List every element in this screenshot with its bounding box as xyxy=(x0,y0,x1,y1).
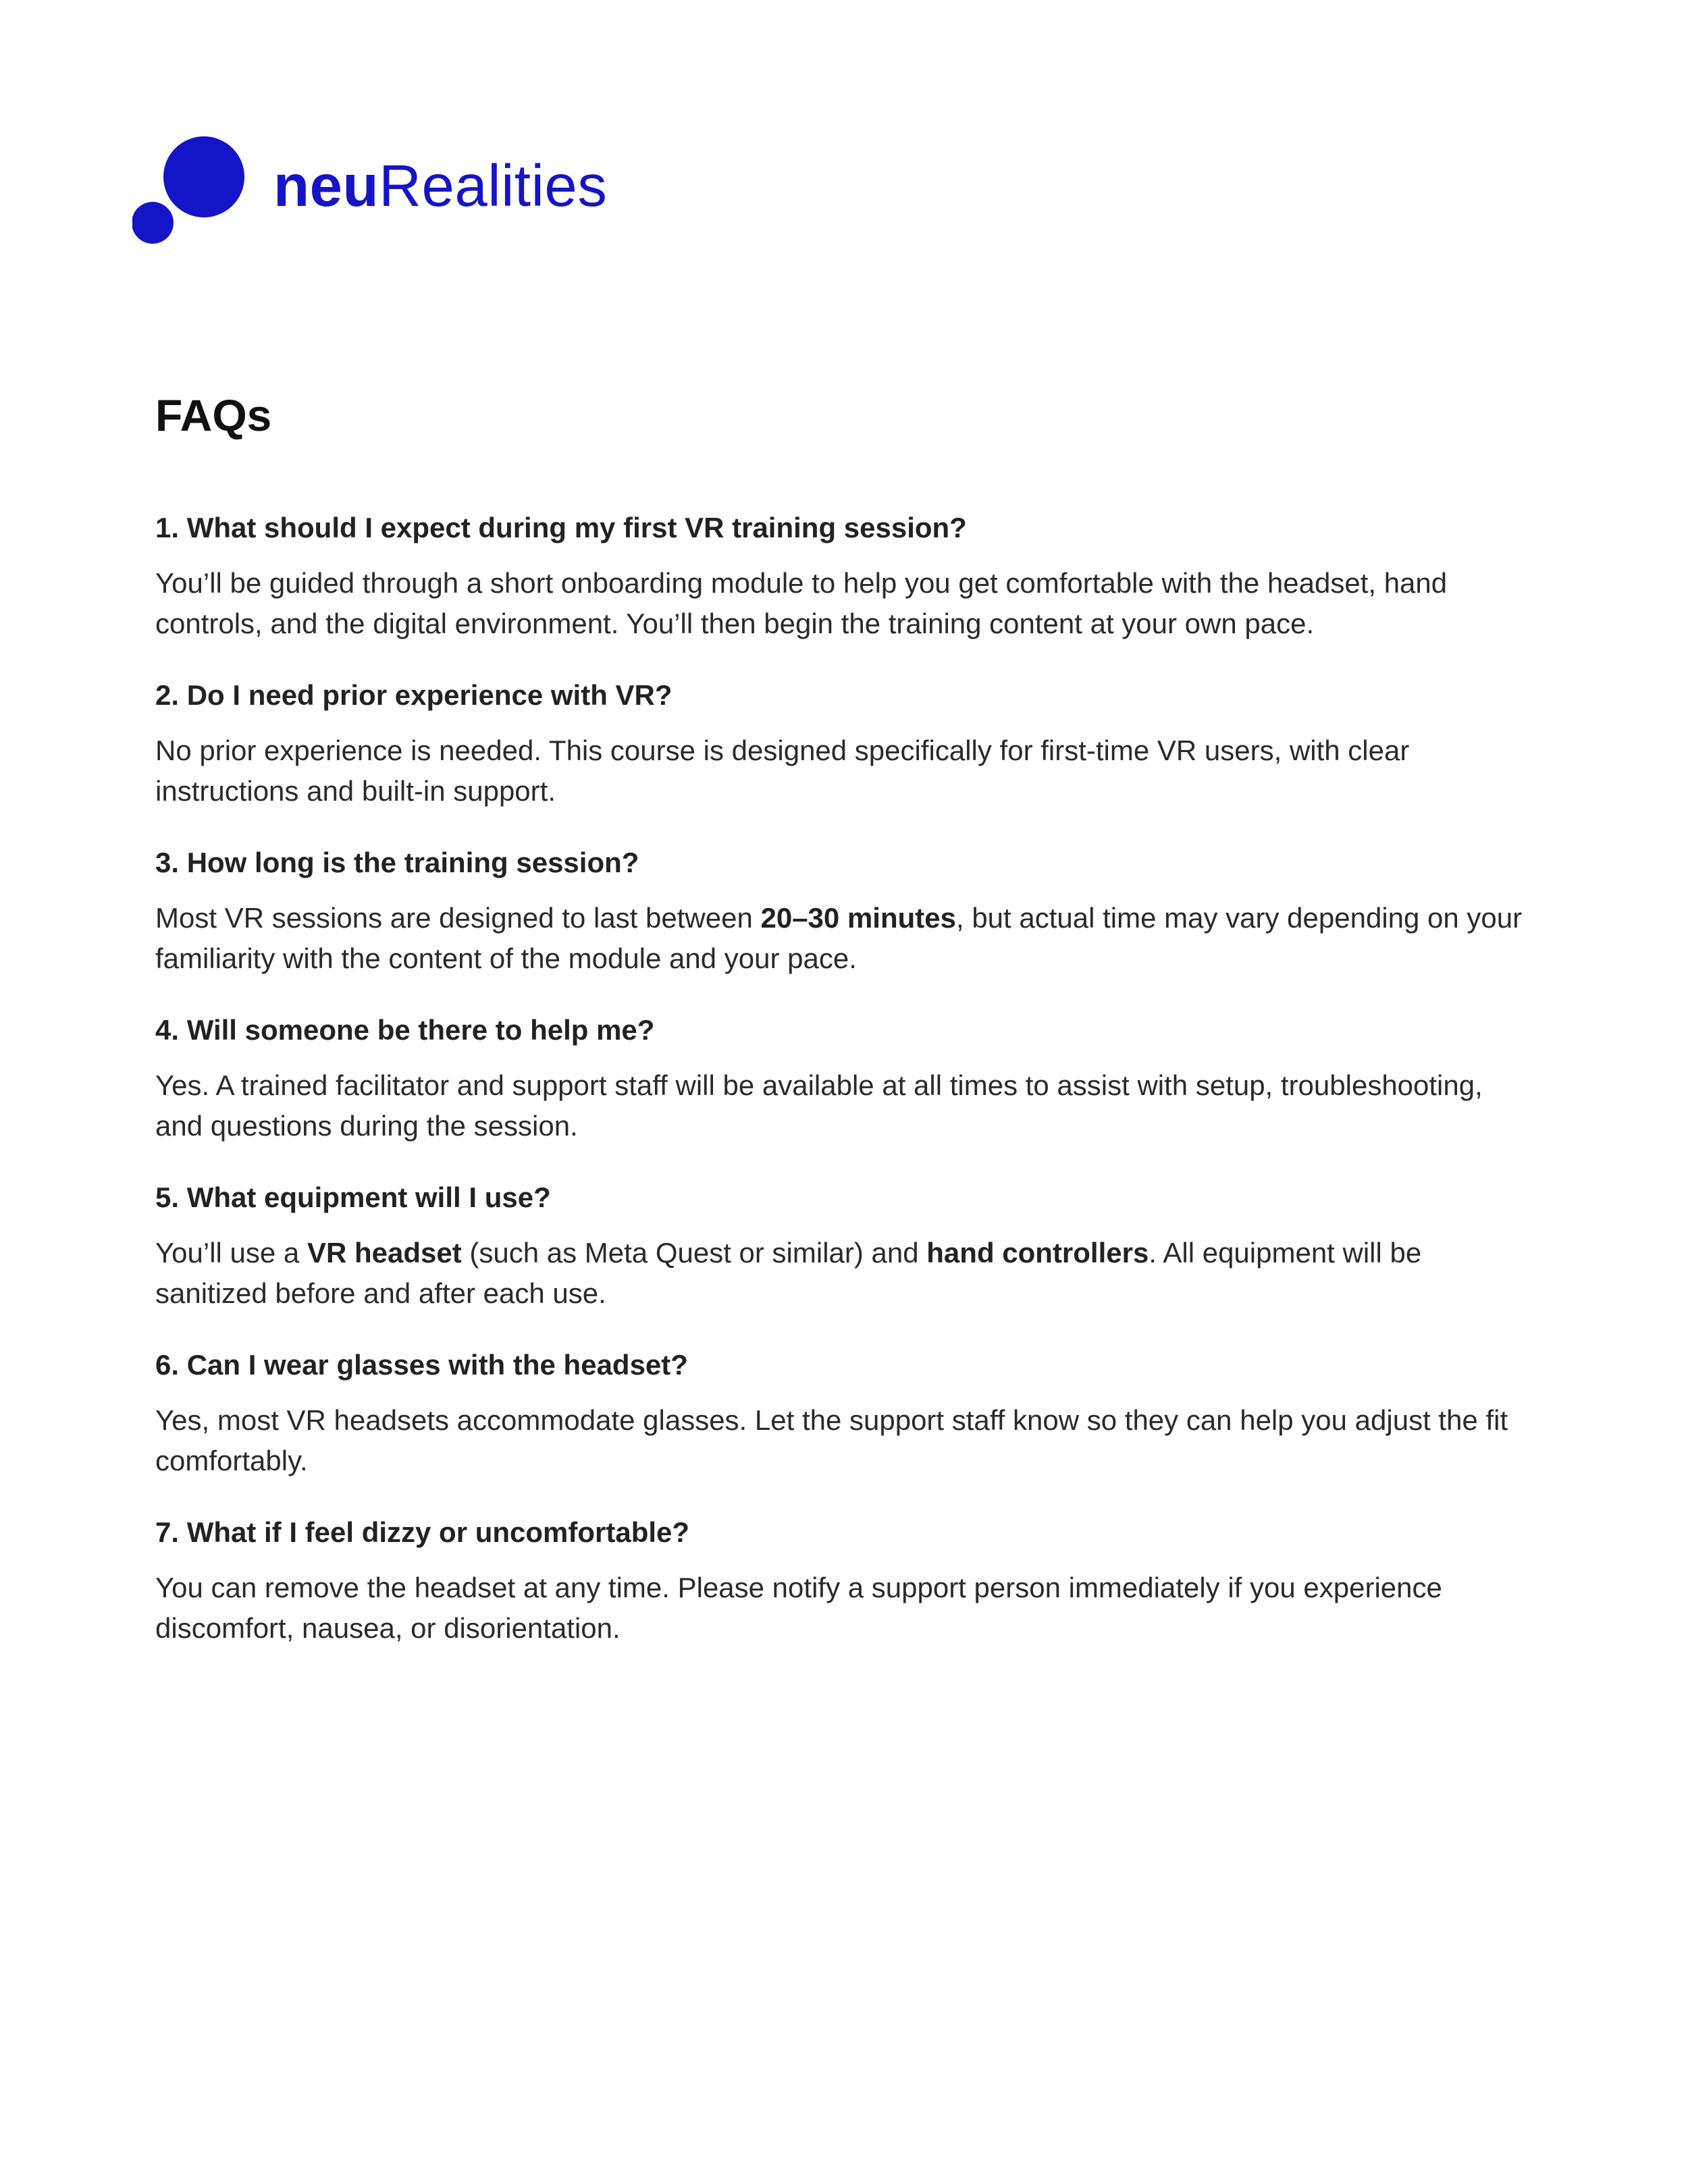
faq-answer xyxy=(155,730,1526,811)
faq-answer-text: Yes. A trained facilitator and support staff will be available at all times to assist with setup, troubleshooting, and questions during the session. xyxy=(155,1069,1483,1142)
faq-answer-emphasis: VR headset xyxy=(307,1237,462,1269)
faq-question: 6. Can I wear glasses with the headset? xyxy=(155,1349,688,1381)
faq-answer-text: (such as Meta Quest or similar) and xyxy=(461,1237,927,1269)
faq-item xyxy=(155,1345,1526,1481)
brand-name-strong: neu xyxy=(273,153,379,219)
faq-item xyxy=(155,675,1526,811)
faq-list xyxy=(155,508,1526,1680)
faq-answer-text: You can remove the headset at any time. Please notify a support person immediately if you experience discomfort, nausea, or disorientation. xyxy=(155,1572,1442,1644)
faq-answer-text: You’ll use a xyxy=(155,1237,307,1269)
faq-answer-text: , but actual time may vary depending on your familiarity with the content of the module and your pace. xyxy=(155,902,1523,974)
faq-answer xyxy=(155,563,1526,644)
faq-question: 7. What if I feel dizzy or uncomfortable? xyxy=(155,1516,690,1548)
faq-answer-text: Most VR sessions are designed to last between xyxy=(155,902,761,934)
faq-answer-text: . All equipment will be sanitized before and after each use. xyxy=(155,1237,1422,1309)
faq-question: 5. What equipment will I use? xyxy=(155,1181,551,1213)
faq-question: 4. Will someone be there to help me? xyxy=(155,1014,655,1046)
faq-answer-emphasis: 20–30 minutes xyxy=(760,902,956,934)
faq-item xyxy=(155,1177,1526,1314)
faq-item xyxy=(155,1010,1526,1146)
faq-answer-text: No prior experience is needed. This course is designed specifically for first-time VR users, with clear instructions and built-in support. xyxy=(155,735,1410,807)
faq-answer xyxy=(155,1400,1526,1481)
faq-answer-text: You’ll be guided through a short onboarding module to help you get comfortable with the headset, hand controls, and the digital environment. You’ll then begin the training content at your own pace. xyxy=(155,567,1448,639)
faq-item xyxy=(155,843,1526,979)
faq-answer xyxy=(155,1065,1526,1146)
faq-item xyxy=(155,1512,1526,1649)
page-title: FAQs xyxy=(155,390,272,440)
brand-logo xyxy=(132,132,632,254)
brand-name xyxy=(273,153,608,219)
faq-answer xyxy=(155,1233,1526,1314)
faq-answer-emphasis: hand controllers xyxy=(926,1237,1149,1269)
faq-answer-text: Yes, most VR headsets accommodate glasses. Let the support staff know so they can help you adjust the fit comfortably. xyxy=(155,1404,1508,1476)
faq-answer xyxy=(155,898,1526,979)
faq-answer xyxy=(155,1568,1526,1649)
brand-name-light: Realities xyxy=(379,153,608,219)
faq-question: 3. How long is the training session? xyxy=(155,847,639,878)
faq-question: 2. Do I need prior experience with VR? xyxy=(155,679,672,711)
faq-question: 1. What should I expect during my first VR training session? xyxy=(155,512,967,543)
logo-mark-icon xyxy=(132,132,254,254)
faq-item xyxy=(155,508,1526,644)
